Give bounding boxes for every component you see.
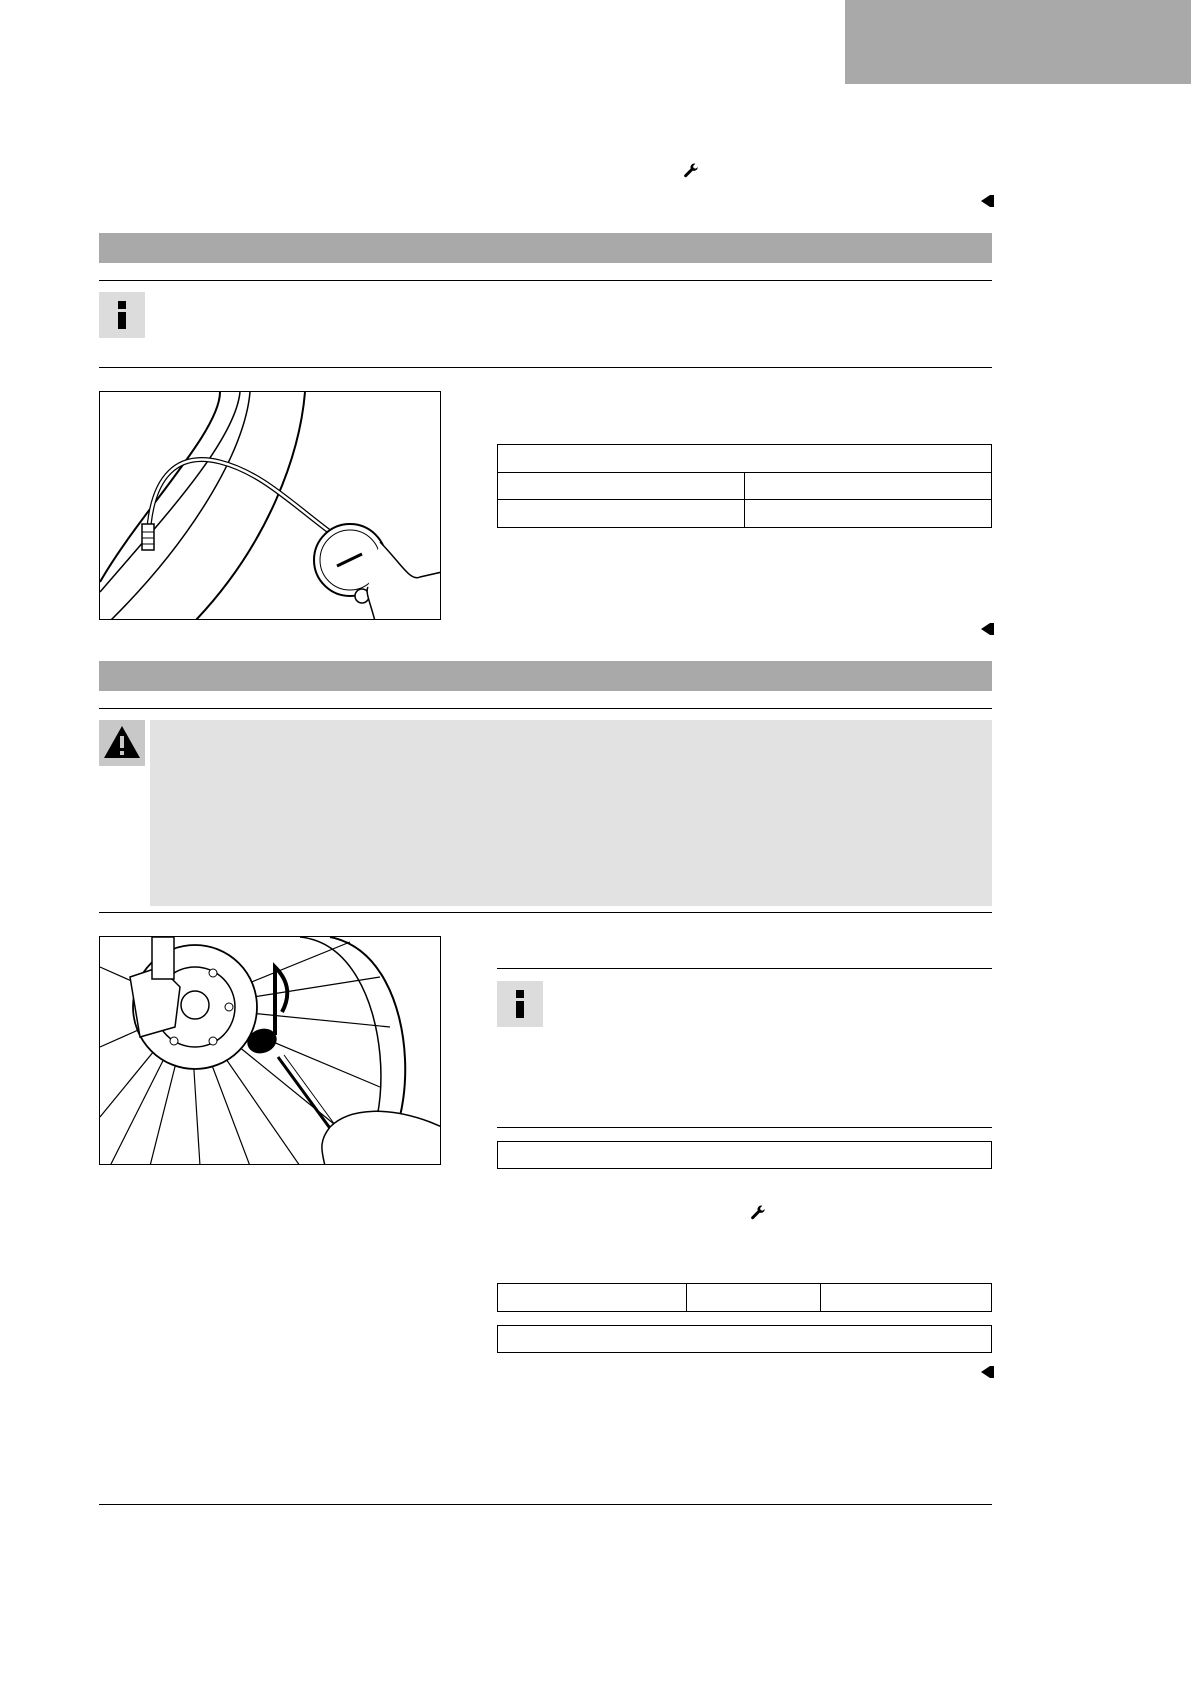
spoke-spec-box [497, 1141, 992, 1169]
divider [497, 1127, 992, 1128]
section-heading-bar [99, 233, 992, 263]
divider [99, 708, 992, 709]
table-cell [745, 500, 992, 528]
wrench-icon [682, 163, 700, 181]
end-of-procedure-icon [981, 195, 990, 207]
warning-panel [150, 720, 992, 906]
table-cell [498, 1284, 687, 1312]
divider [497, 968, 992, 969]
divider [99, 367, 992, 368]
end-of-procedure-icon [981, 1366, 990, 1378]
chapter-tab [845, 0, 1191, 84]
warning-triangle-icon [99, 720, 145, 766]
brake-disc-and-spokes-illustration [100, 937, 441, 1165]
table-header [498, 445, 992, 473]
end-of-procedure-icon [981, 623, 990, 635]
table-cell [687, 1284, 821, 1312]
tire-pressure-table [497, 444, 992, 528]
tire-pressure-figure [99, 391, 441, 620]
tire-pressure-gauge-illustration [100, 392, 441, 620]
divider [99, 912, 992, 913]
table-cell [498, 1142, 992, 1169]
spoke-torque-note [497, 1325, 992, 1353]
section-heading-bar [99, 661, 992, 691]
wrench-icon [749, 1205, 767, 1223]
table-cell [498, 500, 745, 528]
table-cell [498, 473, 745, 500]
table-cell [498, 1326, 992, 1353]
spoke-check-figure [99, 936, 441, 1165]
table-cell [821, 1284, 992, 1312]
footer-divider [99, 1504, 992, 1505]
divider [99, 280, 992, 281]
spoke-torque-table [497, 1283, 992, 1312]
info-icon [99, 292, 145, 338]
table-cell [745, 473, 992, 500]
info-icon [497, 981, 543, 1027]
